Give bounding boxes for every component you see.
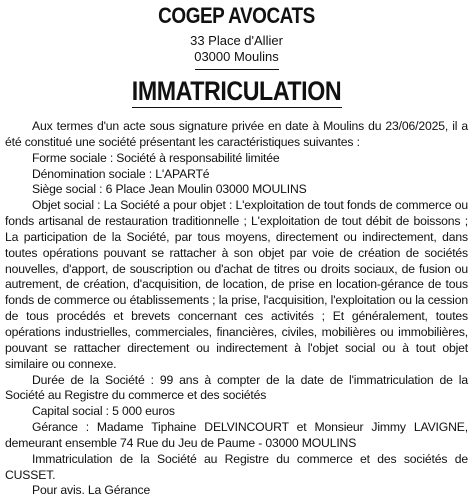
paragraph-legal-form: Forme sociale : Société à responsabilité limitée: [32, 150, 280, 165]
header-divider: [195, 69, 279, 70]
paragraph-registration: Immatriculation de la Société au Registre du commerce et des sociétés de CUSSET.: [5, 451, 468, 482]
firm-name: COGEP AVOCATS: [158, 3, 315, 28]
paragraph-management: Gérance : Madame Tiphaine DELVINCOURT et Monsieur Jimmy LAVIGNE, demeurant ensemble 74 Rue du Jeu de Paume - 03000 MOULINS: [5, 420, 468, 450]
notice-header: [0, 3, 473, 70]
firm-address-city: 03000 Moulins: [194, 49, 279, 64]
notice-title: IMMATRICULATION: [131, 76, 342, 106]
notice-body: [5, 119, 468, 499]
paragraph-company-name: Dénomination sociale : L'APARTé: [32, 166, 210, 181]
paragraph-corporate-purpose: Objet social : La Société a pour objet : L'exploitation de tout fonds de commerce ou fonds artisanal de restauration traditionnelle ; L'exploitation de tout débit de boissons ; La participation de la Société, par tous moyens, directement ou indirectement, dans toutes opérations pouvant se rattacher à son objet par voie de création de sociétés nouvelles, d'apport, de souscription ou d'achat de titres ou droits sociaux, de fusion ou autrement, de création, d'acquisition, de location, de prise en location-gérance de tous fonds de commerce ou établissements ; la prise, l'acquisition, l'exploitation ou la cession de tous procédés et brevets concernant ces activités ; Et généralement, toutes opérations industrielles, commerciales, financières, civiles, mobilières ou immobilières, pouvant se rattacher directement ou indirectement à l'objet social ou à tout objet similaire ou connexe.: [5, 198, 468, 371]
paragraph-intro: Aux termes d'un acte sous signature privée en date à Moulins du 23/06/2025, il a été constitué une société présentant les caractéristiques suivantes :: [5, 119, 468, 149]
paragraph-duration: Durée de la Société : 99 ans à compter de la date de l'immatriculation de la Société au Registre du commerce et des sociétés: [5, 372, 468, 403]
firm-address-street: 33 Place d'Allier: [190, 33, 283, 48]
paragraph-share-capital: Capital social : 5 000 euros: [32, 404, 175, 419]
paragraph-registered-office: Siège social : 6 Place Jean Moulin 03000 MOULINS: [32, 182, 307, 197]
paragraph-signature: Pour avis. La Gérance: [32, 483, 151, 498]
title-divider: [132, 107, 342, 108]
